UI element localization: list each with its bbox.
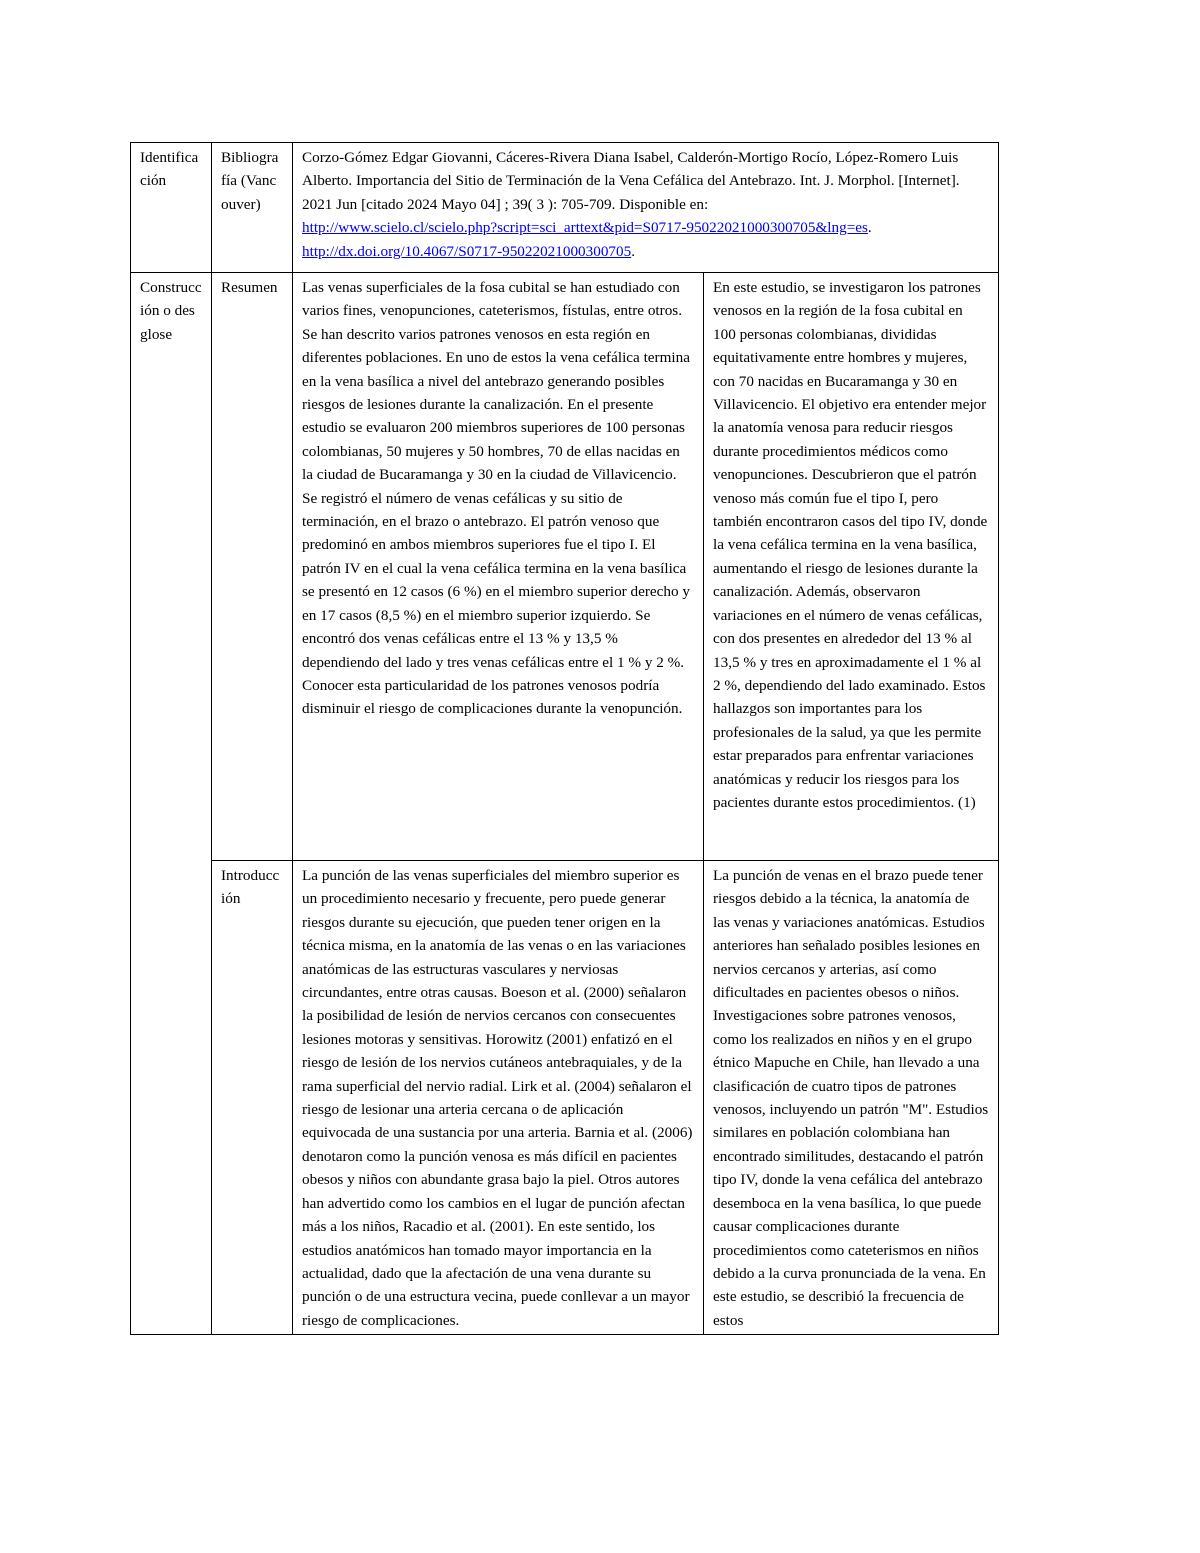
field-label-abstract: Resumen (212, 273, 293, 861)
table-row-introduction (131, 861, 999, 1335)
introduction-original-cell (293, 861, 704, 1335)
abstract-summary-text: En este estudio, se investigaron los patrones venosos en la región de la fosa cubital en 100 personas colombianas, divididas equitativamente entre hombres y mujeres, con 70 nacidas en Bucaramanga y 30 en Villavicencio. El objetivo era entender mejor la anatomía venosa para reducir riesgos durante procedimientos médicos como venopunciones. Descubrieron que el patrón venoso más común fue el tipo I, pero también encontraron casos del tipo IV, donde la vena cefálica termina en la vena basílica, aumentando el riesgo de lesiones durante la canalización. Además, observaron variaciones en el número de venas cefálicas, con dos presentes en alrededor del 13 % al 13,5 % y tres en aproximadamente el 1 % al 2 %, dependiendo del lado examinado. Estos hallazgos son importantes para los profesionales de la salud, ya que les permite estar preparados para enfrentar variaciones anatómicas y reducir los riesgos para los pacientes durante estos procedimientos. (1) (704, 273, 999, 861)
scielo-link[interactable]: http://www.scielo.cl/scielo.php?script=sci_arttext&pid=S0717-95022021000300705&lng=es (302, 219, 868, 237)
introduction-original-text: La punción de las venas superficiales del miembro superior es un procedimiento necesario y frecuente, pero puede generar riesgos durante su ejecución, que pueden tener origen en la técnica misma, en la anatomía de las venas o en las variaciones anatómicas de las estructuras vasculares y nerviosas circundantes, entre otras causas. Boeson et al. (2000) señalaron la posibilidad de lesión de nervios cercanos con consecuentes lesiones motoras y sensitivas. Horowitz (2001) enfatizó en el riesgo de lesión de los nervios cutáneos antebraquiales, y de la rama superficial del nervio radial. Lirk et al. (2004) señalaron el riesgo de lesionar una arteria cercana o de aplicación equivocada de una sustancia por una arteria. Barnia et al. (2006) denotaron como la punción venosa es más difícil en pacientes obesos y niños con abundante grasa bajo la piel. Otros autores han advertido como los cambios en el lugar de punción afectan más a los niños, Racadio et al. (2001). En este sentido, los estudios anatómicos han tomado mayor importancia en la actualidad, dado que la afectación de una vena durante su punción o de una estructura vecina, puede conllevar a un mayor riesgo de complicaciones. (302, 867, 693, 1329)
introduction-summary-cell (704, 861, 999, 1335)
table-row-abstract (131, 273, 999, 861)
doi-link[interactable]: http://dx.doi.org/10.4067/S0717-95022021000300705 (302, 242, 632, 260)
table-row-identification (131, 143, 999, 273)
abstract-original-text: Las venas superficiales de la fosa cubital se han estudiado con varios fines, venopunciones, cateterismos, fístulas, entre otros. Se han descrito varios patrones venosos en esta región en diferentes poblaciones. En uno de estos la vena cefálica termina en la vena basílica a nivel del antebrazo generando posibles riesgos de lesiones durante la canalización. En el presente estudio se evaluaron 200 miembros superiores de 100 personas colombianas, 50 mujeres y 50 hombres, 70 de ellas nacidas en la ciudad de Bucaramanga y 30 en la ciudad de Villavicencio. Se registró el número de venas cefálicas y su sitio de terminación, en el brazo o antebrazo. El patrón venoso que predominó en ambos miembros superiores fue el tipo I. El patrón IV en el cual la vena cefálica termina en la vena basílica se presentó en 12 casos (6 %) en el miembro superior derecho y en 17 casos (8,5 %) en el miembro superior izquierdo. Se encontró dos venas cefálicas entre el 13 % y 13,5 % dependiendo del lado y tres venas cefálicas entre el 1 % y 2 %. Conocer esta particularidad de los patrones venosos podría disminuir el riesgo de complicaciones durante la venopunción. (293, 273, 704, 861)
link1-suffix: . (867, 219, 872, 237)
field-label-bibliography: Bibliografía (Vancouver) (212, 143, 293, 273)
link2-suffix: . (631, 242, 636, 260)
section-label-identification: Identificación (131, 143, 212, 273)
field-label-introduction: Introducción (212, 861, 293, 1335)
introduction-summary-text: La punción de venas en el brazo puede tener riesgos debido a la técnica, la anatomía de las venas y variaciones anatómicas. Estudios anteriores han señalado posibles lesiones en nervios cercanos y arterias, así como dificultades en pacientes obesos o niños. Investigaciones sobre patrones venosos, como los realizados en niños y en el grupo étnico Mapuche en Chile, han llevado a una clasificación de cuatro tipos de patrones venosos, incluyendo un patrón "M". Estudios similares en población colombiana han encontrado similitudes, destacando el patrón tipo IV, donde la vena cefálica del antebrazo desemboca en la vena basílica, lo que puede causar complicaciones durante procedimientos como cateterismos en niños debido a la curva pronunciada de la vena. En este estudio, se describió la frecuencia de estos (713, 867, 989, 1329)
section-label-construction: Construcción o desglose (131, 273, 212, 1335)
analysis-table (130, 142, 999, 1335)
citation-text: Corzo-Gómez Edgar Giovanni, Cáceres-Rivera Diana Isabel, Calderón-Mortigo Rocío, López-Romero Luis Alberto. Importancia del Sitio de Terminación de la Vena Cefálica del Antebrazo. Int. J. Morphol. [Internet]. 2021 Jun [citado 2024 Mayo 04] ; 39( 3 ): 705-709. Disponible en: (302, 149, 960, 213)
citation-cell (293, 143, 999, 273)
